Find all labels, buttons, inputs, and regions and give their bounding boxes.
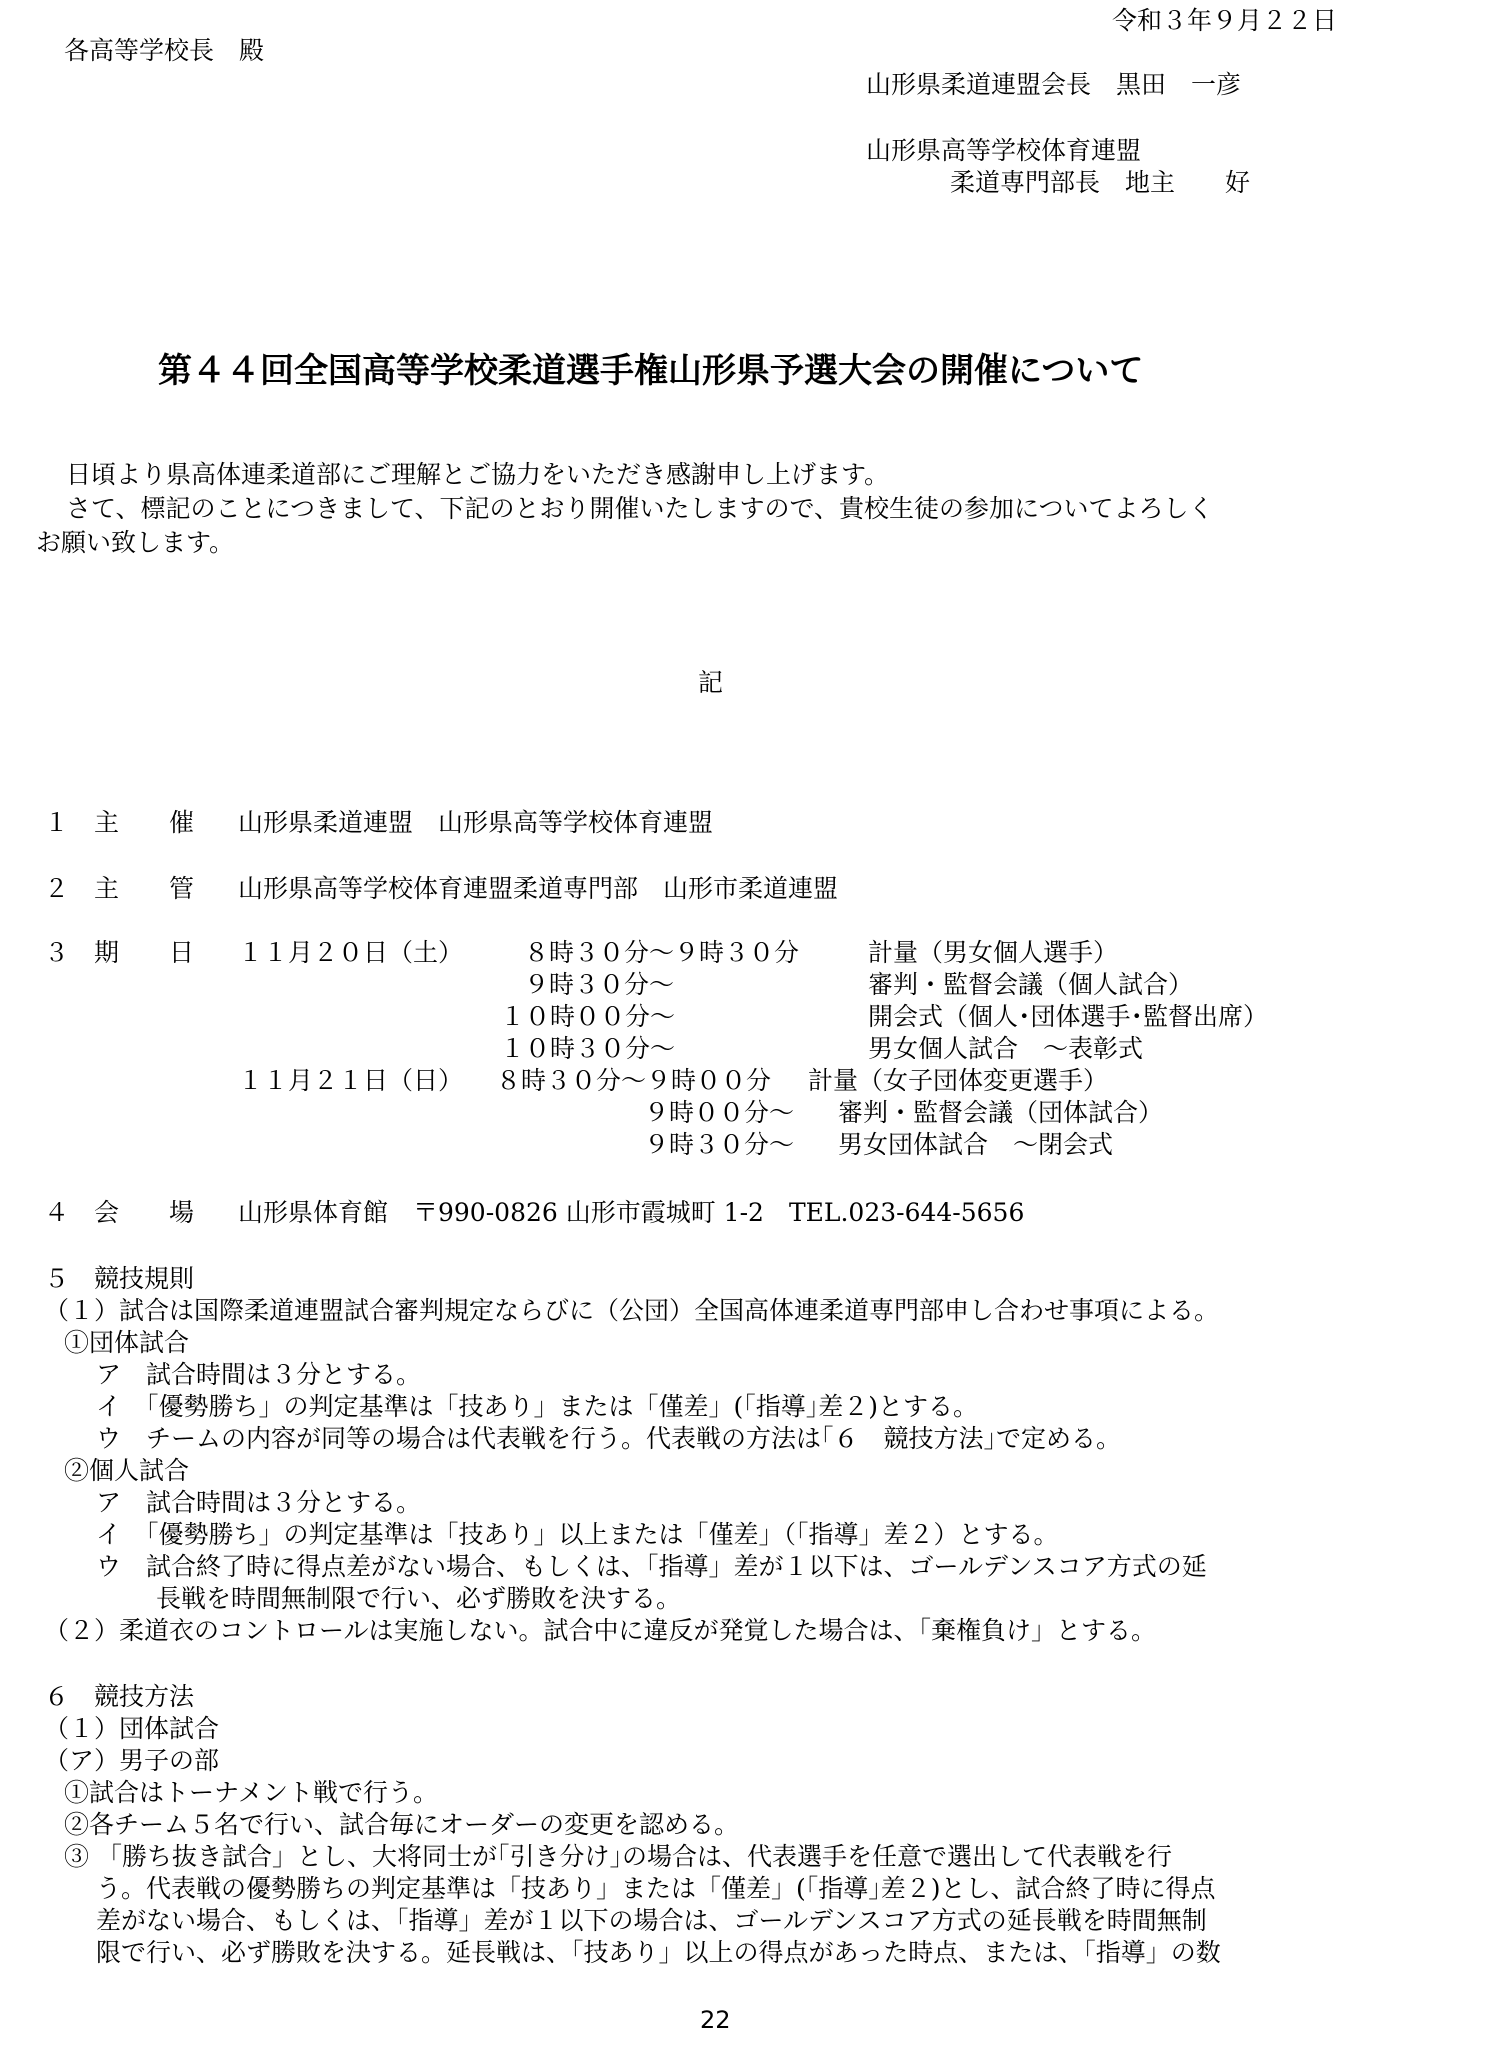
method-heading: ６ 競技方法 — [44, 1682, 195, 1711]
intro-line-3: お願い致します。 — [36, 528, 235, 557]
schedule-event: 男女個人試合 ～表彰式 — [868, 1034, 1144, 1063]
schedule-event: 計量（男女個人選手） — [868, 938, 1119, 967]
schedule-time: １０時００分～ — [500, 1002, 676, 1031]
rules-line: ア 試合時間は３分とする。 — [96, 1488, 422, 1517]
rules-team-heading: ①団体試合 — [64, 1328, 190, 1357]
method-line: 差がない場合、もしくは、「指導」差が１以下の場合は、ゴールデンスコア方式の延長戦を時間無制 — [96, 1906, 1207, 1935]
rules-line: （２）柔道衣のコントロールは実施しない。試合中に違反が発覚した場合は、「棄権負け」とする。 — [44, 1616, 1157, 1645]
rules-line: ア 試合時間は３分とする。 — [96, 1360, 422, 1389]
schedule-event: 審判・監督会議（個人試合） — [868, 970, 1194, 999]
item-manager-value: 山形県高等学校体育連盟柔道専門部 山形市柔道連盟 — [238, 874, 839, 903]
item-organizer-label: １ 主 催 — [44, 808, 195, 837]
document-title: 第４４回全国高等学校柔道選手権山形県予選大会の開催について — [158, 351, 1144, 391]
recipient: 各高等学校長 殿 — [64, 36, 265, 65]
sender-department-head: 柔道専門部長 地主 好 — [950, 168, 1251, 197]
item-manager-label: ２ 主 管 — [44, 874, 195, 903]
schedule-event: 計量（女子団体変更選手） — [808, 1066, 1109, 1095]
item-venue-value: 山形県体育館 〒990-0826 山形市霞城町 1-2 TEL.023-644-5656 — [238, 1198, 1025, 1227]
method-line: ②各チーム５名で行い、試合毎にオーダーの変更を認める。 — [64, 1810, 740, 1839]
rules-line: ウ 試合終了時に得点差がない場合、もしくは、「指導」差が１以下は、ゴールデンスコア方式の延 — [96, 1552, 1207, 1581]
method-line: 限で行い、必ず勝敗を決する。延長戦は、「技あり」以上の得点があった時点、または、「指導」の数 — [96, 1938, 1221, 1967]
sender-federation-president: 山形県柔道連盟会長 黒田 一彦 — [866, 70, 1242, 99]
method-line: （ア）男子の部 — [44, 1746, 220, 1775]
method-line: ①試合はトーナメント戦で行う。 — [64, 1778, 439, 1807]
schedule-event: 審判・監督会議（団体試合） — [838, 1098, 1164, 1127]
rules-line: イ 「優勢勝ち」の判定基準は「技あり」以上または「僅差」（「指導」差２）とする。 — [96, 1520, 1059, 1549]
method-line: う。代表戦の優勢勝ちの判定基準は「技あり」または「僅差」(｢指導｣差２)とし、試合終了時に得点 — [96, 1874, 1216, 1903]
rules-heading: ５ 競技規則 — [44, 1264, 195, 1293]
item-venue-label: ４ 会 場 — [44, 1198, 195, 1227]
intro-line-1: 日頃より県高体連柔道部にご理解とご協力をいただき感謝申し上げます。 — [66, 460, 890, 489]
intro-line-2: さて、標記のことにつきまして、下記のとおり開催いたしますので、貴校生徒の参加についてよろしく — [66, 494, 1214, 523]
schedule-time: ８時３０分～９時００分 — [496, 1066, 772, 1095]
sender-school-federation: 山形県高等学校体育連盟 — [866, 136, 1142, 165]
rules-line: 長戦を時間無制限で行い、必ず勝敗を決する。 — [156, 1584, 682, 1613]
schedule-time: ９時３０分～ — [524, 970, 675, 999]
page-number: 22 — [700, 2006, 731, 2034]
schedule-time: １０時３０分～ — [500, 1034, 676, 1063]
schedule-time: ９時００分～ — [644, 1098, 795, 1127]
schedule-event: 男女団体試合 ～閉会式 — [838, 1130, 1114, 1159]
rules-line: イ 「優勢勝ち」の判定基準は「技あり」または「僅差」(｢指導｣差２)とする。 — [96, 1392, 979, 1421]
schedule-time: ８時３０分～９時３０分 — [524, 938, 800, 967]
rules-individual-heading: ②個人試合 — [64, 1456, 190, 1485]
ki-marker: 記 — [698, 668, 724, 697]
document-date: 令和３年９月２２日 — [1112, 6, 1338, 35]
item-organizer-value: 山形県柔道連盟 山形県高等学校体育連盟 — [238, 808, 714, 837]
method-line: （１）団体試合 — [44, 1714, 220, 1743]
rules-line: ウ チームの内容が同等の場合は代表戦を行う。代表戦の方法は｢６ 競技方法｣で定める。 — [96, 1424, 1122, 1453]
schedule-event: 開会式（個人･団体選手･監督出席） — [868, 1002, 1269, 1031]
item-date-label: ３ 期 日 — [44, 938, 195, 967]
rules-line: （１）試合は国際柔道連盟試合審判規定ならびに（公団）全国高体連柔道専門部申し合わせ事項による。 — [44, 1296, 1220, 1325]
method-line: ③ 「勝ち抜き試合」とし、大将同士が｢引き分け｣の場合は、代表選手を任意で選出して代表戦を行 — [64, 1842, 1172, 1871]
schedule-day-1: １１月２０日（土） — [238, 938, 464, 967]
schedule-day-2: １１月２１日（日） — [238, 1066, 464, 1095]
schedule-time: ９時３０分～ — [644, 1130, 795, 1159]
